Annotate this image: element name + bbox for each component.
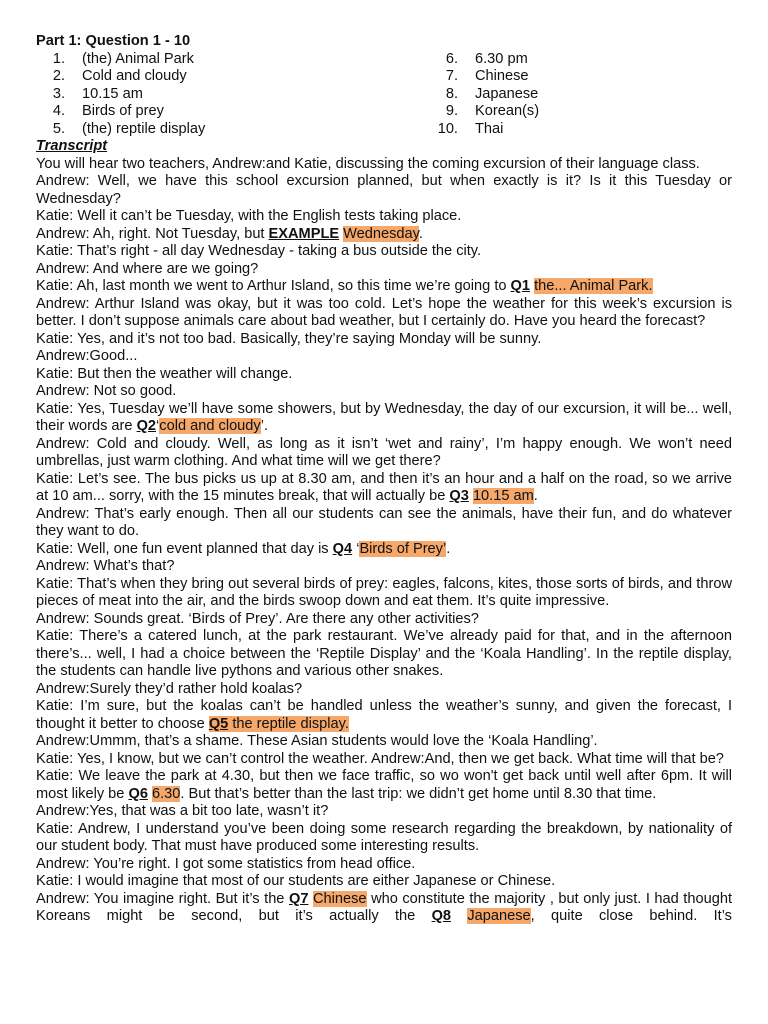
transcript-text: Andrew: Well, we have this school excursion planned, but when exactly is it? Is it this Tuesday or Wednesday? xyxy=(36,173,732,207)
answer-item xyxy=(429,103,732,121)
transcript-paragraph xyxy=(36,331,732,349)
question-marker: Q5 xyxy=(208,715,229,732)
transcript-paragraph xyxy=(36,156,732,174)
question-marker: Q2 xyxy=(136,418,157,434)
transcript-paragraph xyxy=(36,558,732,576)
transcript-text: , quite close behind. It’s xyxy=(530,908,732,924)
transcript-text: Katie: Let’s see. The bus picks us up at 8.30 am, and then it’s an hour and a half on the road, so we arrive at 10 am... sorry, with the 15 minutes break, that will actually be xyxy=(36,470,732,504)
transcript-paragraph xyxy=(36,751,732,769)
highlighted-answer: 6.30 xyxy=(152,785,181,802)
transcript-text: Katie: I would imagine that most of our students are either Japanese or Chinese. xyxy=(36,873,556,889)
transcript-paragraph xyxy=(36,261,732,279)
answer-text: Cold and cloudy xyxy=(82,68,187,84)
answer-number: 10. xyxy=(437,120,458,137)
question-marker: Q7 xyxy=(288,890,309,907)
transcript-paragraph xyxy=(36,891,732,926)
answer-text: (the) reptile display xyxy=(82,120,206,137)
answer-text: Thai xyxy=(475,120,504,137)
answer-number: 2. xyxy=(52,68,65,84)
transcript-text: ’. xyxy=(260,418,269,434)
transcript-paragraph xyxy=(36,436,732,471)
highlighted-answer: the... Animal Park. xyxy=(534,278,653,294)
answer-text: Japanese xyxy=(475,85,539,102)
transcript-text xyxy=(451,908,467,924)
answer-number: 9. xyxy=(445,103,458,119)
answer-item xyxy=(429,121,732,139)
answer-number: 4. xyxy=(52,103,65,119)
transcript-paragraph xyxy=(36,698,732,733)
transcript-paragraph xyxy=(36,208,732,226)
transcript-paragraph xyxy=(36,226,732,244)
transcript-text: . xyxy=(446,540,451,557)
highlighted-answer: Birds of Prey’ xyxy=(359,540,447,557)
answer-item xyxy=(429,86,732,104)
transcript-text: Andrew: Arthur Island was okay, but it was too cold. Let’s hope the weather for this week’s excursion is better. I don’t suppose animals care about bad weather, but I certainly do. Have you heard the forecast? xyxy=(36,295,732,329)
transcript-text: Katie: Andrew, I understand you’ve been doing some research regarding the breakdown, by nationality of our student body. That must have produced some interesting results. xyxy=(36,820,732,854)
transcript-text: Katie: Yes, Tuesday we’ll have some showers, but by Wednesday, the day of our excursion, it will be... well, their words are xyxy=(36,400,732,434)
highlighted-answer: cold and cloudy xyxy=(159,418,261,434)
question-marker: Q8 xyxy=(431,908,452,924)
highlighted-answer: the reptile display. xyxy=(228,715,349,732)
transcript-text: Katie: Well, one fun event planned that day is xyxy=(36,540,333,557)
transcript-text: Katie: That’s when they bring out several birds of prey: eagles, falcons, kites, those sorts of birds, and throw pieces of meat into the air, and the birds swoop down and eat them. It’s quite impressive. xyxy=(36,575,732,609)
transcript-text: Katie: Yes, and it’s not too bad. Basically, they’re saying Monday will be sunny. xyxy=(36,330,542,347)
answer-item xyxy=(36,121,429,139)
answer-text: Birds of prey xyxy=(82,103,164,119)
transcript-paragraph xyxy=(36,173,732,208)
transcript-text: Andrew: Ah, right. Not Tuesday, but xyxy=(36,225,269,242)
transcript-paragraph xyxy=(36,541,732,559)
transcript-text: Andrew: Not so good. xyxy=(36,383,177,399)
transcript-text: Andrew: You imagine right. But it’s the xyxy=(36,890,289,907)
transcript-paragraph xyxy=(36,733,732,751)
answer-text: 6.30 pm xyxy=(475,50,528,67)
transcript-text: . xyxy=(418,225,423,242)
answer-text: Korean(s) xyxy=(475,103,540,119)
answer-item xyxy=(36,86,429,104)
transcript-text: Katie: Yes, I know, but we can’t control the weather. Andrew:And, then we get back. What time will that be? xyxy=(36,750,724,767)
transcript-body xyxy=(36,156,732,926)
transcript-text: Katie: That’s right - all day Wednesday - taking a bus outside the city. xyxy=(36,243,482,259)
transcript-text: Andrew: Cold and cloudy. Well, as long as it isn’t ‘wet and rainy’, I’m happy enough. We won’t need umbrellas, just warm clothing. And what time will we get there? xyxy=(36,435,732,469)
answer-list-left xyxy=(36,51,429,139)
transcript-paragraph xyxy=(36,803,732,821)
transcript-paragraph xyxy=(36,366,732,384)
question-marker: Q6 xyxy=(128,785,148,802)
highlighted-answer: 10.15 am xyxy=(472,488,534,504)
transcript-paragraph xyxy=(36,471,732,506)
question-marker: EXAMPLE xyxy=(268,225,340,242)
answer-number: 5. xyxy=(52,120,65,137)
transcript-paragraph xyxy=(36,821,732,856)
answer-number: 8. xyxy=(445,85,458,102)
answer-key xyxy=(36,51,732,139)
transcript-paragraph xyxy=(36,348,732,366)
transcript-text: . xyxy=(533,488,538,504)
answer-number: 1. xyxy=(52,50,65,67)
transcript-text: Andrew:Surely they’d rather hold koalas? xyxy=(36,680,303,697)
transcript-paragraph xyxy=(36,856,732,874)
answer-item xyxy=(36,68,429,86)
answer-text: 10.15 am xyxy=(82,85,143,102)
transcript-paragraph xyxy=(36,768,732,803)
transcript-paragraph xyxy=(36,278,732,296)
answer-item xyxy=(36,103,429,121)
transcript-text: Andrew: You’re right. I got some statistics from head office. xyxy=(36,855,416,872)
answer-text: Chinese xyxy=(475,68,529,84)
transcript-heading: Transcript xyxy=(36,138,108,154)
transcript-text: who constitute the majority , but only just. I had thought Koreans might be second, but it’s actually the xyxy=(36,890,732,924)
transcript-paragraph xyxy=(36,576,732,611)
answer-list-right xyxy=(429,51,732,139)
transcript-text: Andrew:Ummm, that’s a shame. These Asian students would love the ‘Koala Handling’. xyxy=(36,733,598,749)
answer-number: 6. xyxy=(445,50,458,67)
highlighted-answer: Chinese xyxy=(312,890,367,907)
transcript-text: ‘ xyxy=(352,540,360,557)
answer-item xyxy=(36,51,429,69)
transcript-paragraph xyxy=(36,243,732,261)
transcript-paragraph xyxy=(36,681,732,699)
question-marker: Q4 xyxy=(332,540,353,557)
transcript-text: Andrew:Yes, that was a bit too late, wasn’t it? xyxy=(36,803,329,819)
question-marker: Q3 xyxy=(449,488,469,504)
transcript-paragraph xyxy=(36,401,732,436)
question-marker: Q1 xyxy=(510,278,531,294)
transcript-text: Katie: I’m sure, but the koalas can’t be handled unless the weather’s sunny, and given the forecast, I thought it better to choose xyxy=(36,698,732,732)
transcript-paragraph xyxy=(36,611,732,629)
answer-item xyxy=(429,51,732,69)
transcript-text: ‘ xyxy=(156,418,160,434)
transcript-text: Katie: Ah, last month we went to Arthur Island, so this time we’re going to xyxy=(36,278,511,294)
transcript-text: Andrew: What’s that? xyxy=(36,558,175,574)
transcript-text: Andrew:Good... xyxy=(36,348,138,364)
transcript-paragraph xyxy=(36,383,732,401)
answer-number: 7. xyxy=(445,68,458,84)
answer-number: 3. xyxy=(52,85,65,102)
transcript-paragraph xyxy=(36,873,732,891)
transcript-text: You will hear two teachers, Andrew:and Katie, discussing the coming excursion of their language class. xyxy=(36,155,700,172)
transcript-text: Andrew: Sounds great. ‘Birds of Prey’. Are there any other activities? xyxy=(36,610,479,627)
transcript-text: Andrew: That’s early enough. Then all our students can see the animals, have their fun, and do whatever they want to do. xyxy=(36,505,732,539)
transcript-text: Katie: We leave the park at 4.30, but then we face traffic, so wo won't get back until well after 6pm. It will most likely be xyxy=(36,768,732,802)
transcript-text: . But that’s better than the last trip: we didn’t get home until 8.30 that time. xyxy=(180,785,657,802)
transcript-paragraph xyxy=(36,296,732,331)
transcript-text: Katie: There’s a catered lunch, at the park restaurant. We’ve already paid for that, and in the afternoon there’s... well, I had a choice between the ‘Reptile Display’ and the ‘Koala Handling’. In the reptile display, the students can handle live pythons and various other snakes. xyxy=(36,628,732,679)
answer-text: (the) Animal Park xyxy=(82,50,194,67)
transcript-text: Katie: But then the weather will change. xyxy=(36,365,293,382)
transcript-paragraph xyxy=(36,506,732,541)
highlighted-answer: Wednesday xyxy=(343,225,419,242)
transcript-paragraph xyxy=(36,628,732,681)
document-page xyxy=(36,33,732,926)
transcript-text: Andrew: And where are we going? xyxy=(36,260,259,277)
transcript-text: Katie: Well it can’t be Tuesday, with the English tests taking place. xyxy=(36,208,462,224)
part-heading: Part 1: Question 1 - 10 xyxy=(36,33,191,49)
highlighted-answer: Japanese xyxy=(467,908,531,924)
answer-item xyxy=(429,68,732,86)
